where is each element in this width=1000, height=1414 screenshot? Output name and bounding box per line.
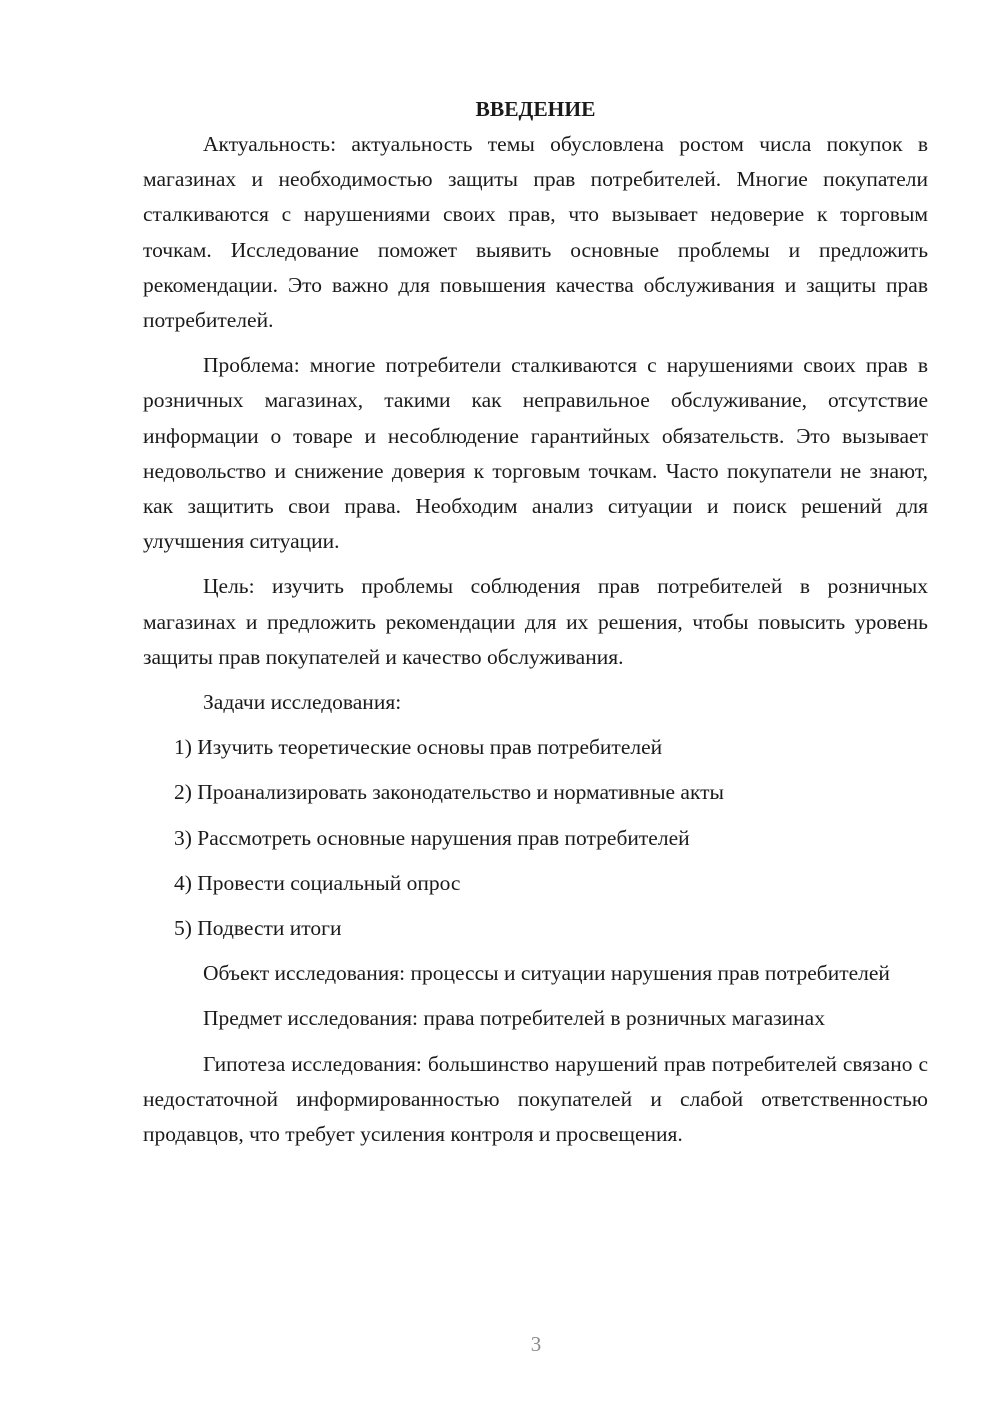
goal-paragraph: Цель: изучить проблемы соблюдения прав потребителей в розничных магазинах и предложить рекомендации для их решения, чтобы повысить уровень защиты прав покупателей и качество обслуживания. <box>143 574 928 669</box>
page-title: ВВЕДЕНИЕ <box>475 97 596 121</box>
list-item: 2) Проанализировать законодательство и нормативные акты <box>174 780 724 805</box>
list-item: 4) Провести социальный опрос <box>174 870 461 895</box>
hypothesis-paragraph: Гипотеза исследования: большинство нарушений прав потребителей связано с недостаточной информированностью покупателей и слабой ответственностью продавцов, что требует усиления контроля и просвещения. <box>143 1051 928 1147</box>
page-number: 3 <box>530 1332 542 1356</box>
tasks-heading: Задачи исследования: <box>203 690 402 715</box>
relevance-paragraph: Актуальность: актуальность темы обусловлена ростом числа покупок в магазинах и необходимостью защиты прав потребителей. Многие покупатели сталкиваются с нарушениями своих прав, что вызывает недоверие к торговым точкам. Исследование поможет выявить основные проблемы и предложить рекомендации. Это важно для повышения качества обслуживания и защиты прав потребителей. <box>143 132 928 333</box>
subject-paragraph: Предмет исследования: права потребителей в розничных магазинах <box>203 1006 825 1031</box>
list-item: 1) Изучить теоретические основы прав потребителей <box>174 735 663 760</box>
list-item: 3) Рассмотреть основные нарушения прав потребителей <box>174 825 690 850</box>
task-list <box>143 730 928 946</box>
object-paragraph: Объект исследования: процессы и ситуации нарушения прав потребителей <box>203 961 890 986</box>
document-page <box>143 92 928 1162</box>
problem-paragraph: Проблема: многие потребители сталкиваются с нарушениями своих прав в розничных магазинах, такими как неправильное обслуживание, отсутствие информации о товаре и несоблюдение гарантийных обязательств. Это вызывает недовольство и снижение доверия к торговым точкам. Часто покупатели не знают, как защитить свои права. Необходим анализ ситуации и поиск решений для улучшения ситуации. <box>143 353 928 554</box>
list-item: 5) Подвести итоги <box>174 916 342 941</box>
